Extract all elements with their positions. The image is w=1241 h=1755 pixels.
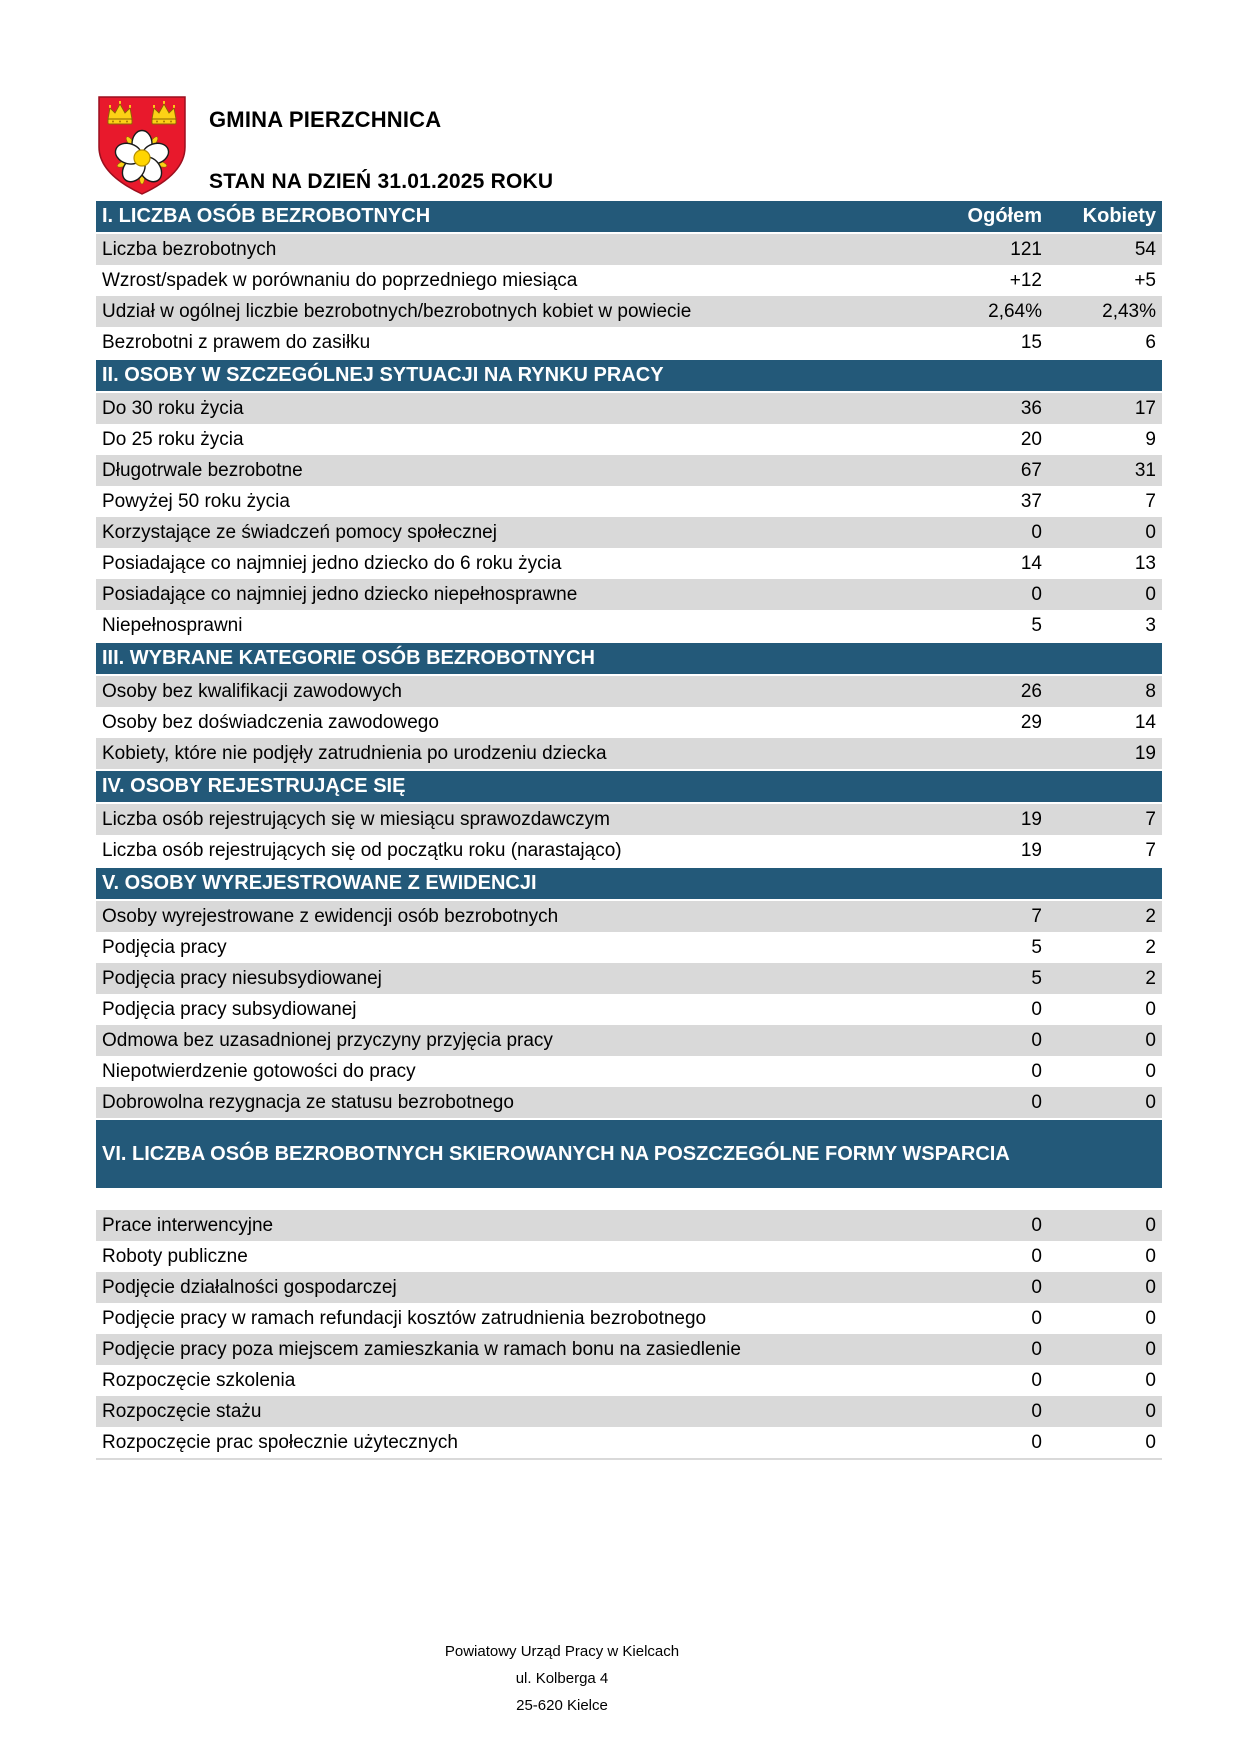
row-value-kobiety: 7 xyxy=(1145,808,1156,830)
row-value-ogolem: 37 xyxy=(1020,490,1042,512)
brand-header xyxy=(97,95,553,196)
column-header-kobiety: Kobiety xyxy=(1082,205,1156,227)
column-header-ogolem: Ogółem xyxy=(967,205,1042,227)
table-row xyxy=(96,932,1162,963)
table-row xyxy=(96,486,1162,517)
table-row xyxy=(96,901,1162,932)
row-value-ogolem: 0 xyxy=(1031,1091,1042,1113)
table-row xyxy=(96,327,1162,358)
section-header xyxy=(96,1118,1162,1190)
row-value-ogolem: 0 xyxy=(1031,1060,1042,1082)
row-value-ogolem: 7 xyxy=(1031,905,1042,927)
row-label: Do 30 roku życia xyxy=(102,397,244,419)
table-row xyxy=(96,1427,1162,1458)
row-label: Osoby bez doświadczenia zawodowego xyxy=(102,711,439,733)
row-value-ogolem: 19 xyxy=(1020,808,1042,830)
row-value-ogolem: 0 xyxy=(1031,521,1042,543)
table-row xyxy=(96,1334,1162,1365)
table-row xyxy=(96,579,1162,610)
row-value-kobiety: 7 xyxy=(1145,839,1156,861)
row-label: Podjęcie pracy poza miejscem zamieszkania w ramach bonu na zasiedlenie xyxy=(102,1338,741,1360)
row-value-ogolem: 0 xyxy=(1031,1400,1042,1422)
page-subtitle: STAN NA DZIEŃ 31.01.2025 ROKU xyxy=(209,170,554,193)
table-row xyxy=(96,738,1162,769)
table-row xyxy=(96,1365,1162,1396)
row-value-ogolem: 0 xyxy=(1031,1214,1042,1236)
row-value-kobiety: 17 xyxy=(1134,397,1156,419)
row-label: Liczba osób rejestrujących się w miesiącu sprawozdawczym xyxy=(102,808,610,830)
table-row xyxy=(96,517,1162,548)
table-row xyxy=(96,234,1162,265)
section-title: II. OSOBY W SZCZEGÓLNEJ SYTUACJI NA RYNKU PRACY xyxy=(102,364,664,386)
row-value-ogolem: 0 xyxy=(1031,1245,1042,1267)
row-value-kobiety: 0 xyxy=(1145,998,1156,1020)
table-row xyxy=(96,393,1162,424)
section-header xyxy=(96,769,1162,804)
row-value-kobiety: 3 xyxy=(1145,614,1156,636)
row-value-kobiety: 0 xyxy=(1145,1338,1156,1360)
row-value-ogolem: 26 xyxy=(1020,680,1042,702)
row-label: Podjęcie działalności gospodarczej xyxy=(102,1276,397,1298)
row-label: Dobrowolna rezygnacja ze statusu bezrobotnego xyxy=(102,1091,514,1113)
table-row xyxy=(96,296,1162,327)
row-label: Osoby wyrejestrowane z ewidencji osób bezrobotnych xyxy=(102,905,559,927)
table-row xyxy=(96,835,1162,866)
row-value-ogolem: 0 xyxy=(1031,583,1042,605)
table-row xyxy=(96,707,1162,738)
row-value-kobiety: 2,43% xyxy=(1102,300,1156,322)
row-label: Odmowa bez uzasadnionej przyczyny przyjęcia pracy xyxy=(102,1029,553,1051)
row-label: Podjęcie pracy w ramach refundacji kosztów zatrudnienia bezrobotnego xyxy=(102,1307,707,1329)
brand-text xyxy=(187,95,553,196)
coat-of-arms-logo xyxy=(97,95,187,196)
row-value-kobiety: 0 xyxy=(1145,1400,1156,1422)
row-label: Bezrobotni z prawem do zasiłku xyxy=(102,331,371,353)
row-label: Posiadające co najmniej jedno dziecko niepełnosprawne xyxy=(102,583,578,605)
table-row xyxy=(96,455,1162,486)
row-label: Do 25 roku życia xyxy=(102,428,244,450)
row-label: Posiadające co najmniej jedno dziecko do 6 roku życia xyxy=(102,552,562,574)
row-value-ogolem: 0 xyxy=(1031,1431,1042,1453)
row-label: Podjęcia pracy subsydiowanej xyxy=(102,998,357,1020)
row-value-kobiety: 2 xyxy=(1145,905,1156,927)
table-row xyxy=(96,994,1162,1025)
table-row xyxy=(96,1303,1162,1334)
footer-line-city: 25-620 Kielce xyxy=(516,1697,608,1714)
table-row xyxy=(96,1087,1162,1118)
footer-line-street: ul. Kolberga 4 xyxy=(515,1670,609,1687)
row-label: Liczba bezrobotnych xyxy=(102,238,277,260)
table-row xyxy=(96,804,1162,835)
row-value-ogolem: 2,64% xyxy=(988,300,1042,322)
row-value-kobiety: 6 xyxy=(1145,331,1156,353)
table-row xyxy=(96,424,1162,455)
row-value-ogolem: 5 xyxy=(1031,936,1042,958)
row-value-ogolem: 29 xyxy=(1020,711,1042,733)
table-row xyxy=(96,1272,1162,1303)
row-value-kobiety: 8 xyxy=(1145,680,1156,702)
row-label: Podjęcia pracy niesubsydiowanej xyxy=(102,967,382,989)
row-label: Kobiety, które nie podjęły zatrudnienia po urodzeniu dziecka xyxy=(102,742,607,764)
row-value-ogolem: 5 xyxy=(1031,614,1042,636)
table-row xyxy=(96,1210,1162,1241)
row-value-kobiety: 0 xyxy=(1145,1276,1156,1298)
row-value-kobiety: 31 xyxy=(1134,459,1156,481)
section-header xyxy=(96,199,1162,234)
section-title: III. WYBRANE KATEGORIE OSÓB BEZROBOTNYCH xyxy=(102,647,595,669)
row-value-ogolem: 19 xyxy=(1020,839,1042,861)
row-value-kobiety: 0 xyxy=(1145,1214,1156,1236)
table-row xyxy=(96,1025,1162,1056)
row-label: Rozpoczęcie szkolenia xyxy=(102,1369,296,1391)
row-value-kobiety: 0 xyxy=(1145,1060,1156,1082)
row-value-kobiety: 0 xyxy=(1145,1029,1156,1051)
row-value-kobiety: 0 xyxy=(1145,1307,1156,1329)
row-value-kobiety: 14 xyxy=(1134,711,1156,733)
row-value-kobiety: 7 xyxy=(1145,490,1156,512)
row-label: Liczba osób rejestrujących się od początku roku (narastająco) xyxy=(102,839,622,861)
row-label: Osoby bez kwalifikacji zawodowych xyxy=(102,680,402,702)
row-value-ogolem: 0 xyxy=(1031,998,1042,1020)
row-value-kobiety: 0 xyxy=(1145,1369,1156,1391)
row-value-kobiety: 54 xyxy=(1134,238,1156,260)
row-value-kobiety: 13 xyxy=(1134,552,1156,574)
row-value-kobiety: 0 xyxy=(1145,1091,1156,1113)
row-label: Korzystające ze świadczeń pomocy społecznej xyxy=(102,521,497,543)
table-row xyxy=(96,676,1162,707)
section-title: I. LICZBA OSÓB BEZROBOTNYCH xyxy=(102,205,431,227)
row-label: Niepotwierdzenie gotowości do pracy xyxy=(102,1060,416,1082)
table-row xyxy=(96,610,1162,641)
table-row xyxy=(96,1056,1162,1087)
row-value-kobiety: 0 xyxy=(1145,1245,1156,1267)
section-title: VI. LICZBA OSÓB BEZROBOTNYCH SKIEROWANYCH NA POSZCZEGÓLNE FORMY WSPARCIA xyxy=(102,1142,1010,1165)
row-value-kobiety: 2 xyxy=(1145,967,1156,989)
row-value-ogolem: 5 xyxy=(1031,967,1042,989)
report-table xyxy=(96,199,1162,1460)
row-label: Rozpoczęcie stażu xyxy=(102,1400,262,1422)
row-label: Udział w ogólnej liczbie bezrobotnych/bezrobotnych kobiet w powiecie xyxy=(102,300,692,322)
table-row xyxy=(96,963,1162,994)
row-value-ogolem: 67 xyxy=(1020,459,1042,481)
page-footer xyxy=(96,1638,1028,1719)
row-label: Długotrwale bezrobotne xyxy=(102,459,303,481)
row-label: Powyżej 50 roku życia xyxy=(102,490,290,512)
row-value-ogolem: 15 xyxy=(1020,331,1042,353)
row-value-ogolem: 0 xyxy=(1031,1369,1042,1391)
row-value-ogolem: 121 xyxy=(1010,238,1042,260)
section-header xyxy=(96,866,1162,901)
row-value-kobiety: 9 xyxy=(1145,428,1156,450)
row-label: Niepełnosprawni xyxy=(102,614,243,636)
footer-line-org: Powiatowy Urząd Pracy w Kielcach xyxy=(444,1643,680,1660)
table-row xyxy=(96,548,1162,579)
section-spacer xyxy=(96,1190,1162,1210)
section-header xyxy=(96,641,1162,676)
row-value-ogolem: 36 xyxy=(1020,397,1042,419)
row-value-kobiety: 0 xyxy=(1145,1431,1156,1453)
table-row xyxy=(96,265,1162,296)
row-value-ogolem: 0 xyxy=(1031,1276,1042,1298)
table-row xyxy=(96,1396,1162,1427)
section-title: IV. OSOBY REJESTRUJĄCE SIĘ xyxy=(102,775,406,797)
row-value-ogolem: +12 xyxy=(1009,269,1042,291)
row-value-ogolem: 0 xyxy=(1031,1029,1042,1051)
section-title: V. OSOBY WYREJESTROWANE Z EWIDENCJI xyxy=(102,872,537,894)
row-label: Roboty publiczne xyxy=(102,1245,248,1267)
row-value-kobiety: 2 xyxy=(1145,936,1156,958)
row-label: Wzrost/spadek w porównaniu do poprzedniego miesiąca xyxy=(102,269,578,291)
row-value-ogolem: 0 xyxy=(1031,1307,1042,1329)
row-value-ogolem: 0 xyxy=(1031,1338,1042,1360)
row-value-kobiety: 0 xyxy=(1145,583,1156,605)
row-value-kobiety: 19 xyxy=(1134,742,1156,764)
row-label: Podjęcia pracy xyxy=(102,936,227,958)
table-row xyxy=(96,1241,1162,1272)
row-value-kobiety: +5 xyxy=(1134,269,1156,291)
section-header xyxy=(96,358,1162,393)
row-value-kobiety: 0 xyxy=(1145,521,1156,543)
page-title: GMINA PIERZCHNICA xyxy=(209,107,442,132)
row-value-ogolem: 14 xyxy=(1020,552,1042,574)
row-label: Rozpoczęcie prac społecznie użytecznych xyxy=(102,1431,458,1453)
row-value-ogolem: 20 xyxy=(1020,428,1042,450)
row-label: Prace interwencyjne xyxy=(102,1214,274,1236)
